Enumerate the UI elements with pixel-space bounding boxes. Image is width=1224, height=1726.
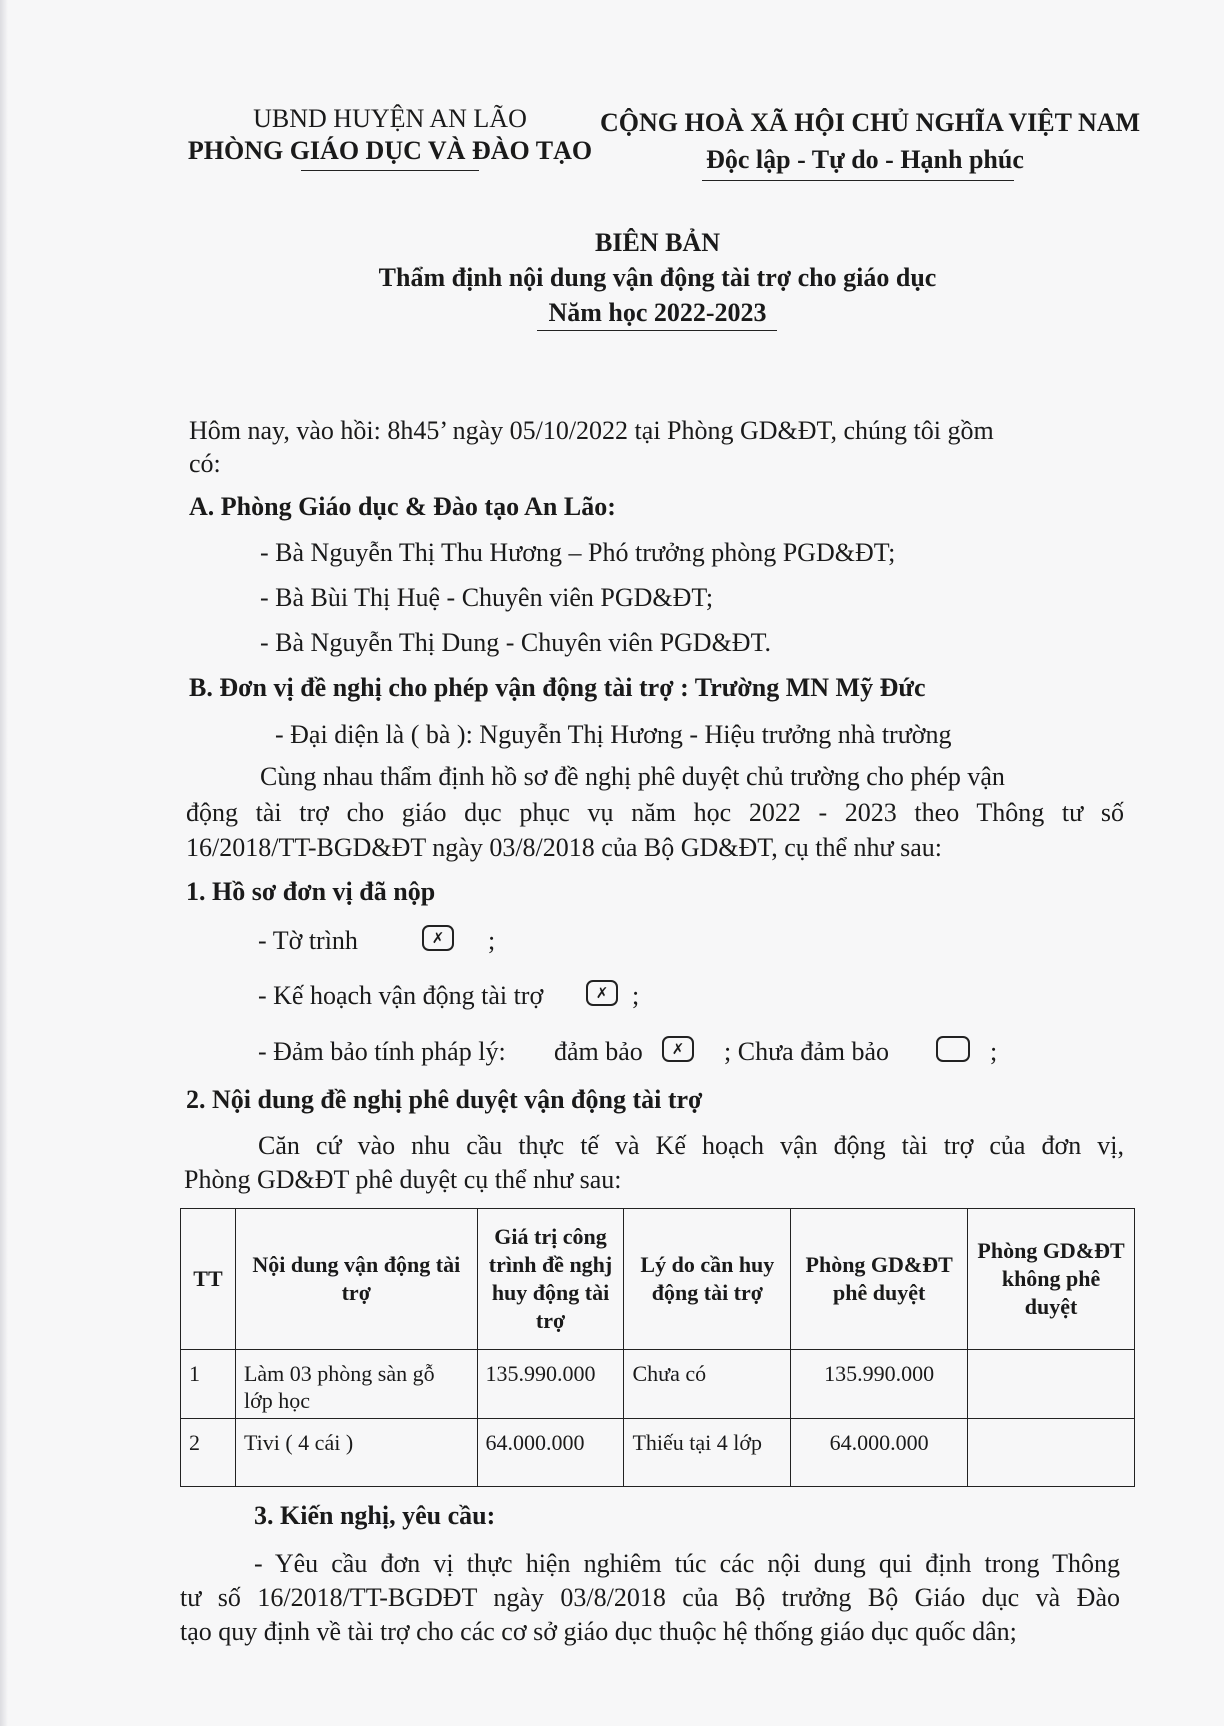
option-dam-bao: đảm bảo	[554, 1037, 643, 1066]
national-title: CỘNG HOÀ XÃ HỘI CHỦ NGHĨA VIỆT NAM	[600, 108, 1141, 137]
header-tt: TT	[181, 1209, 236, 1350]
cell-khong-phe-duyet	[968, 1419, 1135, 1487]
option-chua-dam-bao: ; Chưa đảm bảo	[724, 1037, 890, 1066]
header-left-underline	[301, 170, 479, 171]
intro-line-2: có:	[189, 449, 221, 478]
cell-khong-phe-duyet	[968, 1350, 1135, 1419]
member-1: - Bà Nguyễn Thị Thu Hương – Phó trưởng phòng PGD&ĐT;	[260, 538, 896, 567]
to-trinh-checkbox[interactable]: ✗	[422, 925, 454, 951]
department-name: PHÒNG GIÁO DỤC VÀ ĐÀO TẠO	[187, 136, 593, 165]
header-gia-tri: Giá trị công trình đề nghj huy động tài trợ	[477, 1209, 624, 1350]
header-phe-duyet: Phòng GD&ĐT phê duyệt	[791, 1209, 968, 1350]
cell-tt: 2	[181, 1419, 236, 1487]
chua-dam-bao-checkbox[interactable]	[936, 1036, 970, 1062]
header-noi-dung: Nội dung vận động tài trợ	[235, 1209, 477, 1350]
school-year: Năm học 2022-2023	[548, 298, 767, 327]
intro-line-1: Hôm nay, vào hồi: 8h45’ ngày 05/10/2022 tại Phòng GD&ĐT, chúng tôi gồm	[189, 416, 994, 445]
cell-gia-tri: 135.990.000	[477, 1350, 624, 1419]
semicolon: ;	[990, 1037, 998, 1066]
section-b-para-line-1: Cùng nhau thẩm định hồ sơ đề nghị phê duyệt chủ trường cho phép vận	[260, 762, 1005, 791]
cell-gia-tri: 64.000.000	[477, 1419, 624, 1487]
section-2-para-line-2: Phòng GD&ĐT phê duyệt cụ thể như sau:	[184, 1165, 622, 1194]
section-3-heading: 3. Kiến nghị, yêu cầu:	[254, 1501, 496, 1530]
cell-phe-duyet: 135.990.000	[791, 1350, 968, 1419]
approval-table	[180, 1208, 1135, 1487]
section-1-heading: 1. Hồ sơ đơn vị đã nộp	[186, 877, 436, 906]
item-to-trinh: - Tờ trình	[258, 926, 358, 955]
section-3-para-line-1: - Yêu cầu đơn vị thực hiện nghiêm túc các nội dung qui định trong Thông	[254, 1549, 1120, 1578]
dam-bao-checkbox[interactable]: ✗	[662, 1036, 694, 1062]
member-2: - Bà Bùi Thị Huệ - Chuyên viên PGD&ĐT;	[260, 583, 714, 612]
semicolon: ;	[632, 981, 640, 1010]
header-khong-phe-duyet: Phòng GD&ĐT không phê duyệt	[968, 1209, 1135, 1350]
cell-tt: 1	[181, 1350, 236, 1419]
section-b-para-line-2: động tài trợ cho giáo dục phục vụ năm học 2022 - 2023 theo Thông tư số	[186, 798, 1124, 827]
representative: - Đại diện là ( bà ): Nguyễn Thị Hương - Hiệu trưởng nhà trường	[275, 720, 952, 749]
section-2-para-line-1: Căn cứ vào nhu cầu thực tế và Kế hoạch vận động tài trợ của đơn vị,	[258, 1131, 1124, 1160]
section-3-para-line-2: tư số 16/2018/TT-BGDĐT ngày 03/8/2018 của Bộ trưởng Bộ Giáo dục và Đào	[180, 1583, 1120, 1612]
scan-edge-shadow	[0, 0, 8, 1726]
cell-ly-do: Chưa có	[624, 1350, 791, 1419]
cell-noi-dung: Tivi ( 4 cái )	[235, 1419, 477, 1487]
section-a-heading: A. Phòng Giáo dục & Đào tạo An Lão:	[189, 492, 616, 521]
header-right-underline	[702, 180, 1014, 181]
cell-noi-dung: Làm 03 phòng sàn gỗ lớp học	[235, 1350, 477, 1419]
ke-hoach-checkbox[interactable]: ✗	[586, 980, 618, 1006]
semicolon: ;	[488, 926, 496, 955]
member-3: - Bà Nguyễn Thị Dung - Chuyên viên PGD&ĐT.	[260, 628, 772, 657]
item-ke-hoach: - Kế hoạch vận động tài trợ	[258, 981, 544, 1010]
header-ly-do: Lý do cần huy động tài trợ	[624, 1209, 791, 1350]
national-motto: Độc lập - Tự do - Hạnh phúc	[706, 145, 1024, 174]
table-row	[181, 1419, 1135, 1487]
document-subtitle: Thẩm định nội dung vận động tài trợ cho giáo dục	[378, 263, 937, 292]
section-b-heading: B. Đơn vị đề nghị cho phép vận động tài trợ : Trường MN Mỹ Đức	[189, 673, 926, 702]
cell-phe-duyet: 64.000.000	[791, 1419, 968, 1487]
section-3-para-line-3: tạo quy định về tài trợ cho các cơ sở giáo dục thuộc hệ thống giáo dục quốc dân;	[180, 1617, 1017, 1646]
cell-ly-do: Thiếu tại 4 lớp	[624, 1419, 791, 1487]
item-phap-ly: - Đảm bảo tính pháp lý:	[258, 1037, 506, 1066]
document-title: BIÊN BẢN	[595, 228, 720, 257]
agency-name: UBND HUYỆN AN LÃO	[253, 104, 527, 133]
section-2-heading: 2. Nội dung đề nghị phê duyệt vận động tài trợ	[186, 1085, 703, 1114]
title-underline	[537, 330, 777, 331]
table-row	[181, 1350, 1135, 1419]
section-b-para-line-3: 16/2018/TT-BGD&ĐT ngày 03/8/2018 của Bộ GD&ĐT, cụ thể như sau:	[186, 833, 942, 862]
table-header-row	[181, 1209, 1135, 1350]
